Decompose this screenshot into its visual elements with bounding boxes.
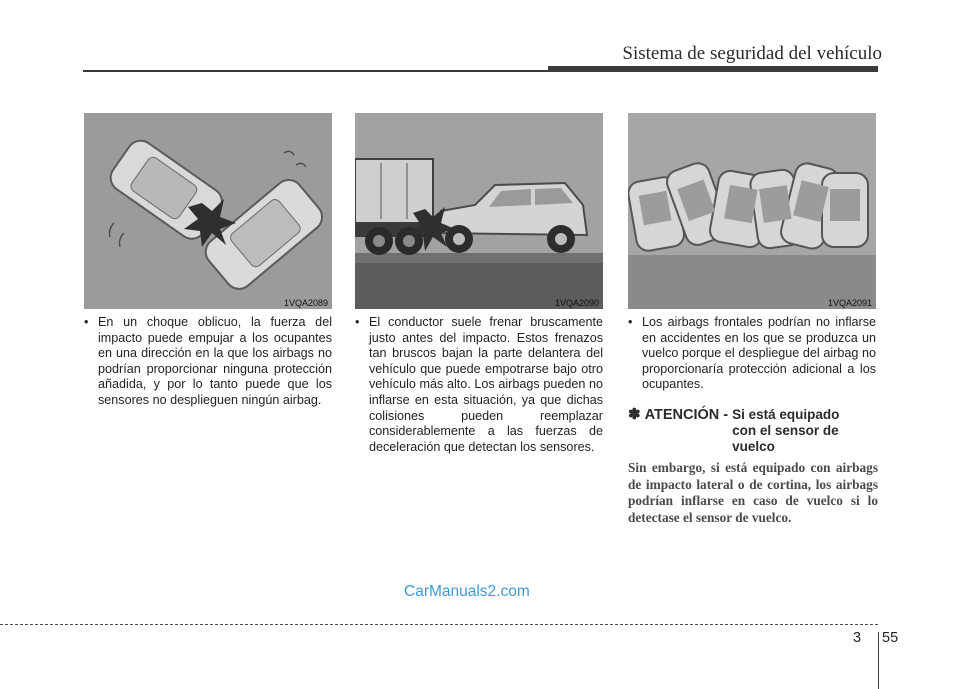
bullet-dot: • xyxy=(355,315,360,329)
warning-heading xyxy=(628,407,888,455)
bullet-item xyxy=(84,315,332,409)
figure-code: 1VQA2090 xyxy=(554,298,599,308)
figure-code: 1VQA2091 xyxy=(827,298,872,308)
header-rule xyxy=(83,70,553,72)
column-right xyxy=(628,315,876,393)
warning-label: ATENCIÓN - xyxy=(644,407,729,423)
header-rule-accent xyxy=(548,66,878,72)
warning-star-icon: ✽ xyxy=(628,406,641,423)
footer-divider xyxy=(878,632,879,689)
chapter-number: 3 xyxy=(853,630,862,646)
bullet-item xyxy=(355,315,603,455)
bullet-dot: • xyxy=(628,315,633,329)
page-number: 55 xyxy=(882,630,899,646)
column-middle xyxy=(355,315,603,455)
bullet-text: En un choque oblicuo, la fuerza del impacto puede empujar a los ocupantes en una dirección en la que los airbags no podrían proporcionar ninguna protección añadida, y por lo tanto puede que los sensores no desplieguen ningún airbag. xyxy=(98,315,332,407)
figure-underride xyxy=(355,113,603,309)
bullet-text: El conductor suele frenar bruscamente justo antes del impacto. Estos frenazos tan bruscos bajan la parte delantera del vehículo que puede empotrarse bajo otro vehículo más alto. Los airbags pueden no inflarse en esta situación, ya que dichas colisiones pueden reemplazar considerablemente a las fuerzas de deceleración que detectan los sensores. xyxy=(369,315,603,454)
header-title: Sistema de seguridad del vehículo xyxy=(622,43,882,64)
oblique-crash-illustration xyxy=(84,113,332,309)
watermark-link[interactable]: CarManuals2.com xyxy=(404,583,530,600)
figure-code: 1VQA2089 xyxy=(283,298,328,308)
bullet-text: Los airbags frontales podrían no inflarse en accidentes en los que se produzca un vuelco porque el despliegue del airbag no proporcionaría protección adicional a los ocupantes. xyxy=(642,315,876,392)
underride-illustration xyxy=(355,113,603,309)
column-left xyxy=(84,315,332,409)
warning-subtitle: Si está equipado con el sensor de vuelco xyxy=(732,407,840,454)
warning-body: Sin embargo, si está equipado con airbags de impacto lateral o de cortina, los airbags podrían inflarse en caso de vuelco si lo detectase el sensor de vuelco. xyxy=(628,460,878,525)
figure-rollover xyxy=(628,113,876,309)
figure-oblique-crash xyxy=(84,113,332,309)
bullet-dot: • xyxy=(84,315,89,329)
bullet-item xyxy=(628,315,876,393)
rollover-illustration xyxy=(628,113,876,309)
footer-rule xyxy=(0,624,878,625)
